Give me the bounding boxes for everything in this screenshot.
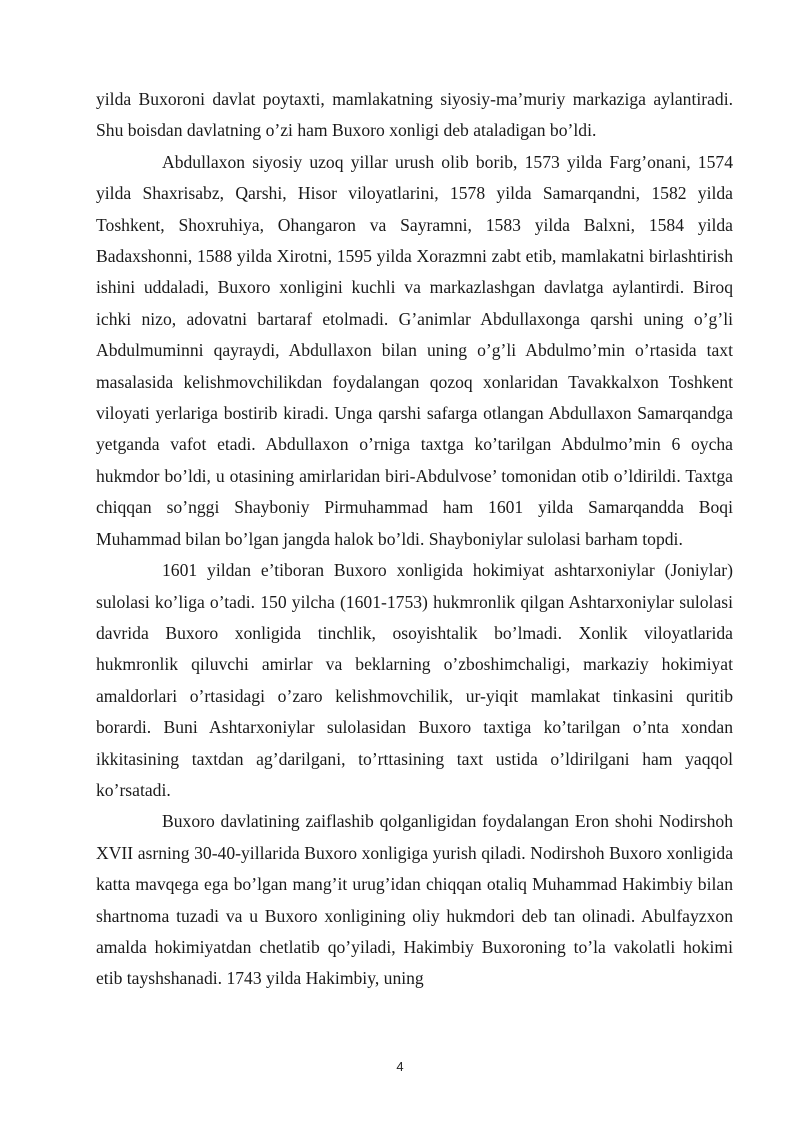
paragraph-abdullaxon: Abdullaxon siyosiy uzoq yillar urush olib borib, 1573 yilda Farg’onani, 1574 yilda Shaxrisabz, Qarshi, Hisor viloyatlarini, 1578 yilda Samarqandni, 1582 yilda Toshkent, Shoxruhiya, Ohangaron va Sayramni, 1583 yilda Balxni, 1584 yilda Badaxshonni, 1588 yilda Xirotni, 1595 yilda Xorazmni zabt etib, mamlakatni birlashtirish ishini uddaladi, Buxoro xonligini kuchli va markazlashgan davlatga aylantirdi. Biroq ichki nizo, adovatni bartaraf etolmadi. G’animlar Abdullaxonga qarshi uning o’g’li Abdulmuminni qayraydi, Abdullaxon bilan uning o’g’li Abdulmo’min o’rtasida taxt masalasida kelishmovchilikdan foydalangan qozoq xonlaridan Tavakkalxon Toshkent viloyati yerlariga bostirib kiradi. Unga qarshi safarga otlangan Abdullaxon Samarqandga yetganda vafot etadi. Abdullaxon o’rniga taxtga ko’tarilgan Abdulmo’min 6 oycha hukmdor bo’ldi, u otasining amirlaridan biri-Abdulvose’ tomonidan otib o’ldirildi. Taxtga chiqqan so’nggi Shayboniy Pirmuhammad ham 1601 yilda Samarqandda Boqi Muhammad bilan bo’lgan jangda halok bo’ldi. Shayboniylar sulolasi barham topdi. (96, 151, 733, 549)
paragraph-nodirshoh: Buxoro davlatining zaiflashib qolganligidan foydalangan Eron shohi Nodirshoh XVII asrning 30-40-yillarida Buxoro xonligiga yurish qiladi. Nodirshoh Buxoro xonligida katta mavqega ega bo’lgan mang’it urug’idan chiqqan otaliq Muhammad Hakimbiy bilan shartnoma tuzadi va u Buxoro xonligining oliy hukmdori deb tan olinadi. Abulfayzxon amalda hokimiyatdan chetlatib qo’yiladi, Hakimbiy Buxoroning to’la vakolatli hokimi etib tayshshanadi. 1743 yilda Hakimbiy, uning (96, 811, 733, 989)
paragraph-continuation: yilda Buxoroni davlat poytaxti, mamlakatning siyosiy-ma’muriy markaziga aylantiradi. Shu boisdan davlatning o’zi ham Buxoro xonligi deb ataladigan bo’ldi. (96, 89, 733, 141)
paragraph-ashtarxoniylar: 1601 yildan e’tiboran Buxoro xonligida hokimiyat ashtarxoniylar (Joniylar) sulolasi ko’liga o’tadi. 150 yilcha (1601-1753) hukmronlik qilgan Ashtarxoniylar sulolasi davrida Buxoro xonligida tinchlik, osoyishtalik bo’lmadi. Xonlik viloyatlarida hukmronlik qiluvchi amirlar va beklarning o’zboshimchaligi, markaziy hokimiyat amaldorlari o’rtasidagi o’zaro kelishmovchilik, ur-yiqit mamlakat tinkasini quritib borardi. Buni Ashtarxoniylar sulolasidan Buxoro taxtiga ko’tarilgan o’nta xondan ikkitasining taxtdan ag’darilgani, to’rttasining taxt ustida o’ldirilgani ham yaqqol ko’rsatadi. (96, 560, 733, 800)
body-text (96, 84, 733, 995)
page-number: 4 (396, 1059, 404, 1074)
